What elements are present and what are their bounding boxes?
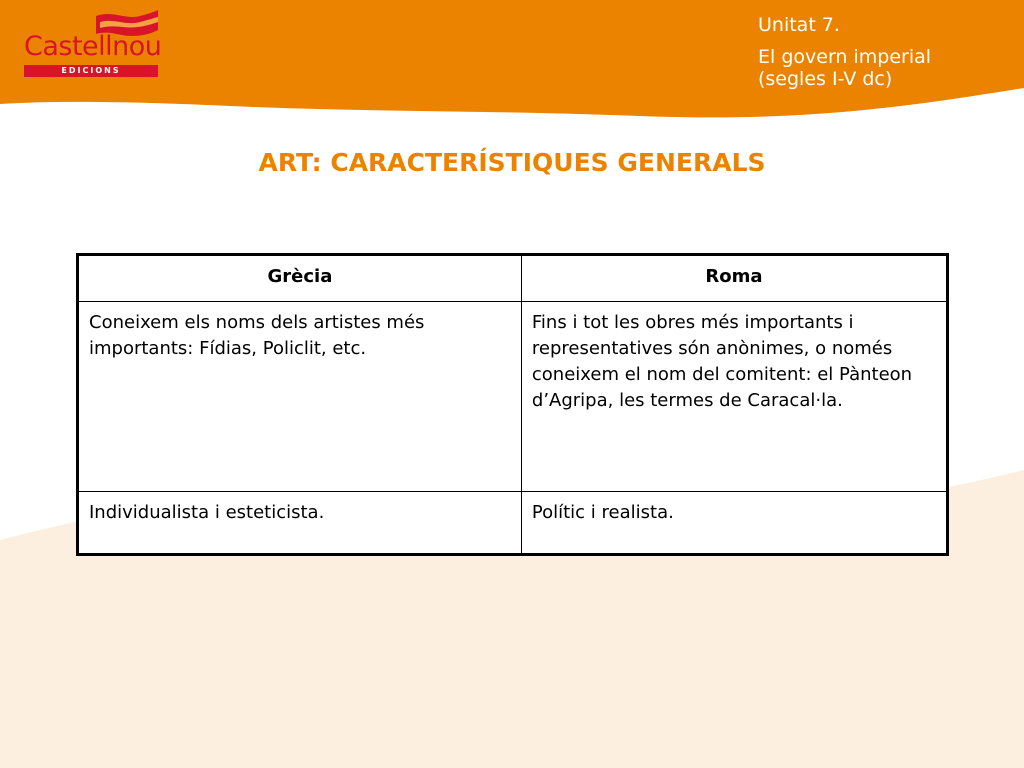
table-header-row bbox=[78, 255, 948, 302]
table-row bbox=[78, 302, 948, 492]
table-row bbox=[78, 492, 948, 555]
table-cell-greece-artists: Coneixem els noms dels artistes més importants: Fídias, Policlit, etc. bbox=[78, 302, 522, 492]
publisher-imprint: EDICIONS bbox=[24, 65, 158, 77]
unit-number: Unitat 7. bbox=[758, 14, 840, 36]
table-header-rome: Roma bbox=[521, 255, 947, 302]
unit-header bbox=[758, 12, 1018, 90]
table-cell-rome-artists: Fins i tot les obres més importants i representatives són anònimes, o només coneixem el nom del comitent: el Pànteon d’Agripa, les termes de Caracal·la. bbox=[521, 302, 947, 492]
unit-title-line1: El govern imperial bbox=[758, 46, 932, 68]
table-cell-greece-style: Individualista i esteticista. bbox=[78, 492, 522, 555]
publisher-logo bbox=[22, 8, 162, 80]
unit-title-line2: (segles I-V dc) bbox=[758, 68, 893, 90]
table-header-greece: Grècia bbox=[78, 255, 522, 302]
table-cell-rome-style: Polític i realista. bbox=[521, 492, 947, 555]
comparison-table bbox=[76, 253, 949, 556]
slide-title: ART: CARACTERÍSTIQUES GENERALS bbox=[258, 148, 766, 177]
publisher-name: Castellnou bbox=[24, 31, 162, 62]
